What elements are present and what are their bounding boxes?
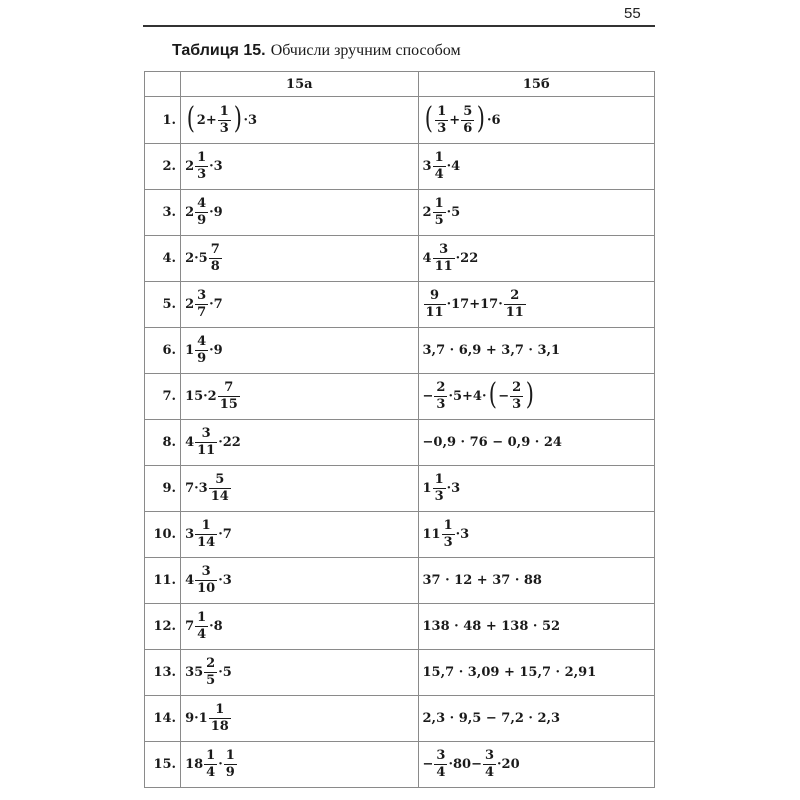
denominator: 3 [434,489,444,504]
cell-15b [418,236,654,282]
numerator: 1 [434,472,444,487]
numerator: 3 [484,748,495,763]
row-number: 4. [145,236,181,282]
expression-text: 2 [185,205,195,220]
expression-text: 138 · 48 + 138 · 52 [422,619,561,634]
math-expression [185,334,223,367]
cell-15b [418,604,654,650]
cell-15a [181,696,418,742]
numerator: 2 [510,288,520,303]
table-row [145,144,655,190]
cell-15a [181,374,418,420]
numerator: 1 [434,196,444,211]
numerator: 3 [201,426,211,441]
expression-text: −0,9 · 76 − 0,9 · 24 [422,435,562,450]
fraction [195,334,208,367]
denominator: 3 [512,397,522,412]
numerator: 4 [197,196,207,211]
numerator: 1 [206,748,216,763]
row-number: 2. [145,144,181,190]
denominator: 4 [206,765,216,780]
numerator: 1 [215,702,225,717]
numerator: 1 [437,103,447,119]
expression-text: 1 [185,343,195,358]
expression-text: − [422,757,434,772]
numerator: 7 [224,380,234,395]
expression-text: ·22 [218,435,241,450]
expression-text: 4 [422,251,432,266]
fraction [218,104,231,137]
cell-15a [181,742,418,788]
table-row [145,742,655,788]
denominator: 11 [197,443,216,458]
row-number: 5. [145,282,181,328]
expression-text: ·3 [218,573,232,588]
expression-text: ·20 [497,757,520,772]
denominator: 11 [505,305,524,320]
fraction [209,702,231,735]
expression-text: ·9 [209,343,223,358]
expression-text: 2 [185,159,195,174]
denominator: 10 [197,581,216,596]
cell-15a [181,282,418,328]
denominator: 4 [436,765,446,780]
row-number: 14. [145,696,181,742]
expression-text: 7·3 [185,481,208,496]
math-expression [185,242,223,275]
numerator: 3 [197,288,207,303]
numerator: 4 [197,334,207,349]
cell-15a [181,190,418,236]
expression-text: 7 [185,619,195,634]
expression-text: 2 [422,205,432,220]
cell-15a [181,144,418,190]
cell-15b [418,374,654,420]
denominator: 4 [434,167,444,182]
denominator: 3 [197,167,207,182]
right-parenthesis: ) [233,100,242,136]
numerator: 2 [436,380,446,395]
fraction [442,518,455,551]
cell-15a [181,466,418,512]
denominator: 9 [197,213,207,228]
row-number: 11. [145,558,181,604]
expression-text: ·22 [455,251,479,266]
row-number: 8. [145,420,181,466]
numerator: 7 [210,242,220,257]
cell-15b [418,328,654,374]
math-expression [423,196,461,229]
fraction [195,610,208,643]
denominator: 8 [210,259,220,274]
expression-text: ·3 [446,481,461,496]
cell-15b [418,97,654,144]
denominator: 11 [434,259,453,274]
numerator: 1 [197,150,207,165]
expression-text: ·4 [446,159,461,174]
table-row [145,282,655,328]
table-row [145,420,655,466]
right-parenthesis: ) [476,100,486,136]
expression-text: ·17+17· [446,297,503,312]
row-number: 10. [145,512,181,558]
expression-text: ·7 [209,297,223,312]
fraction [433,196,446,229]
math-expression [185,748,238,781]
denominator: 6 [463,120,473,136]
cell-15a [181,650,418,696]
denominator: 14 [197,535,216,550]
left-parenthesis: ( [424,100,433,136]
numerator: 3 [439,242,449,257]
row-number: 9. [145,466,181,512]
expression-text: 15,7 · 3,09 + 15,7 · 2,91 [422,665,597,680]
cell-15a [181,558,418,604]
math-expression [185,100,258,137]
table-row [145,604,655,650]
fraction [204,748,217,781]
numerator: 5 [463,103,473,119]
math-expression [185,564,232,597]
expression-text: + [449,112,461,128]
fraction [195,196,208,229]
cell-15b [418,282,654,328]
fraction [434,748,447,781]
math-expression [185,288,223,321]
denominator: 9 [197,351,207,366]
cell-15b [418,144,654,190]
table-body [145,97,655,788]
fraction [204,656,217,689]
fraction [195,564,217,597]
expression-text: 2,3 · 9,5 − 7,2 · 2,3 [422,711,561,726]
denominator: 18 [210,719,229,734]
fraction [434,380,447,413]
fraction [209,242,222,275]
expression-text: − [498,389,510,404]
math-expression [422,377,536,413]
expression-text: ·3 [209,159,223,174]
math-expression [185,472,232,505]
expression-text: ·80− [448,757,482,772]
cell-15a [181,97,418,144]
cell-15a [181,328,418,374]
table-row [145,236,655,282]
math-expression [423,665,597,680]
cell-15b [418,742,654,788]
row-number: 3. [145,190,181,236]
numerator: 1 [225,748,235,763]
fraction [424,288,446,321]
fraction [195,518,217,551]
denominator: 11 [425,305,444,320]
expression-text: ·3 [243,112,258,128]
expression-text: 2+ [196,112,217,128]
denominator: 3 [437,120,447,136]
header-15b: 15б [418,72,654,97]
fraction [224,748,237,781]
expression-text: 3 [185,527,195,542]
table-row [145,696,655,742]
cell-15a [181,512,418,558]
expression-text: · [218,757,223,772]
expression-text: 2·5 [185,251,208,266]
math-expression [185,518,232,551]
expression-text: 37 · 12 + 37 · 88 [422,573,542,588]
math-expression [423,518,470,551]
math-expression [423,748,520,781]
exercise-table [144,71,655,788]
math-expression [185,150,223,183]
table-row [145,328,655,374]
numerator: 3 [201,564,211,579]
page-number: 55 [624,5,641,22]
table-row [145,190,655,236]
denominator: 4 [197,627,207,642]
right-parenthesis: ) [525,377,535,412]
math-expression [423,435,562,450]
table-row [145,558,655,604]
math-expression [423,100,501,137]
header-15a: 15а [181,72,418,97]
numerator: 1 [197,610,207,625]
math-expression [423,343,561,358]
header-rule [143,25,655,27]
expression-text: 1 [422,481,432,496]
fraction [510,380,523,413]
math-expression [185,610,223,643]
denominator: 14 [210,489,229,504]
left-parenthesis: ( [488,377,497,412]
row-number: 13. [145,650,181,696]
table-header-row [145,72,655,97]
numerator: 1 [201,518,211,533]
expression-text: − [422,389,434,404]
expression-text: ·3 [455,527,470,542]
denominator: 3 [436,397,446,412]
table-row [145,466,655,512]
expression-text: 3,7 · 6,9 + 3,7 · 3,1 [422,343,561,358]
table-row [145,512,655,558]
denominator: 7 [197,305,207,320]
math-expression [423,242,479,275]
expression-text: ·5 [218,665,232,680]
cell-15a [181,236,418,282]
table-title [172,40,461,60]
expression-text: 4 [185,435,195,450]
row-number: 1. [145,97,181,144]
left-parenthesis: ( [186,100,196,136]
header-number [145,72,181,97]
numerator: 1 [443,518,453,533]
expression-text: 9·1 [185,711,208,726]
table-row [145,650,655,696]
expression-text: ·5+4· [448,389,487,404]
denominator: 4 [484,765,495,780]
math-expression [185,656,232,689]
numerator: 2 [512,380,522,395]
row-number: 12. [145,604,181,650]
fraction [209,472,231,505]
denominator: 3 [443,535,453,550]
fraction [461,104,474,137]
numerator: 1 [219,103,229,119]
cell-15b [418,558,654,604]
row-number: 7. [145,374,181,420]
fraction [195,150,208,183]
cell-15b [418,512,654,558]
fraction [433,472,446,505]
fraction [195,288,208,321]
expression-text: 4 [185,573,195,588]
cell-15b [418,650,654,696]
cell-15b [418,420,654,466]
cell-15a [181,604,418,650]
denominator: 3 [219,120,229,136]
table-title-label: Таблиця 15. [172,42,266,59]
numerator: 2 [206,656,216,671]
math-expression [185,196,223,229]
math-expression [185,426,241,459]
numerator: 5 [215,472,225,487]
numerator: 3 [436,748,446,763]
table-row [145,374,655,420]
expression-text: ·7 [218,527,232,542]
fraction [435,104,448,137]
fraction [504,288,526,321]
numerator: 9 [430,288,440,303]
expression-text: 35 [185,665,204,680]
row-number: 15. [145,742,181,788]
math-expression [423,472,461,505]
math-expression [185,380,241,413]
cell-15b [418,696,654,742]
expression-text: ·8 [209,619,223,634]
expression-text: ·5 [446,205,461,220]
expression-text: ·6 [486,112,501,128]
expression-text: 15·2 [185,389,217,404]
math-expression [423,150,461,183]
table-row [145,97,655,144]
denominator: 5 [434,213,444,228]
cell-15b [418,190,654,236]
math-expression [423,573,542,588]
expression-text: 3 [422,159,432,174]
denominator: 9 [225,765,235,780]
expression-text: 2 [185,297,195,312]
fraction [195,426,217,459]
cell-15b [418,466,654,512]
cell-15a [181,420,418,466]
denominator: 15 [219,397,238,412]
expression-text: ·9 [209,205,223,220]
fraction [483,748,496,781]
denominator: 5 [206,673,216,688]
numerator: 1 [434,150,444,165]
fraction [433,150,446,183]
table-title-text: Обчисли зручним способом [270,42,461,59]
expression-text: 11 [422,527,441,542]
math-expression [185,702,232,735]
fraction [218,380,240,413]
math-expression [423,619,561,634]
expression-text: 18 [185,757,204,772]
row-number: 6. [145,328,181,374]
math-expression [423,288,527,321]
math-expression [423,711,561,726]
fraction [433,242,455,275]
